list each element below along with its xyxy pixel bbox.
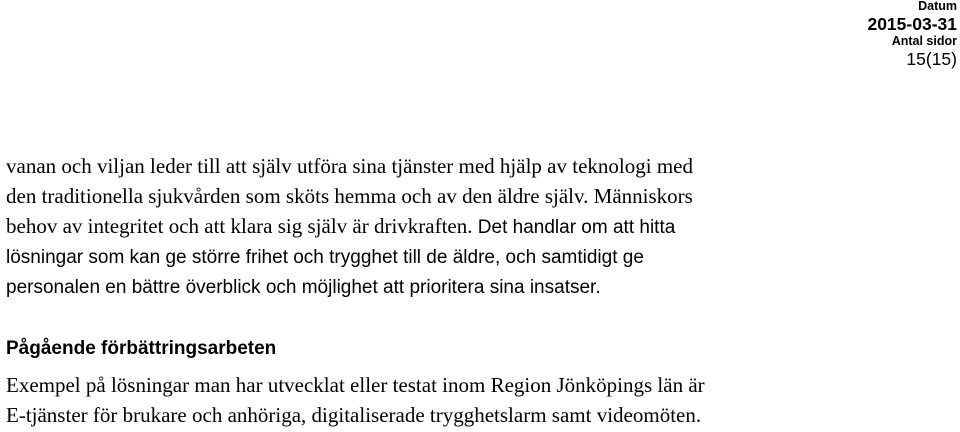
paragraph-line: Exempel på lösningar man har utvecklat eller testat inom Region Jönköpings län är — [6, 373, 705, 397]
paragraph-section — [6, 370, 956, 430]
paragraph-line-mixed — [6, 211, 956, 243]
date-value: 2015-03-31 — [867, 14, 957, 34]
date-label: Datum — [918, 0, 957, 13]
paragraph-text-sans: Det handlar om att hitta — [472, 217, 676, 238]
paragraph-intro — [6, 151, 956, 303]
paragraph-line: vanan och viljan leder till att själv utföra sina tjänster med hjälp av teknologi med — [6, 154, 693, 178]
paragraph-line: personalen en bättre överblick och möjlighet att prioritera sina insatser. — [6, 277, 601, 298]
pages-label: Antal sidor — [891, 34, 957, 48]
document-header — [867, 0, 957, 70]
paragraph-line: lösningar som kan ge större frihet och trygghet till de äldre, och samtidigt ge — [6, 247, 644, 268]
section-heading: Pågående förbättringsarbeten — [6, 338, 277, 359]
paragraph-line: den traditionella sjukvården som sköts hemma och av den äldre själv. Människors — [6, 184, 693, 208]
paragraph-line: E-tjänster för brukare och anhöriga, digitaliserade trygghetslarm samt videomöten. — [6, 403, 702, 427]
paragraph-text-serif: behov av integritet och att klara sig själv är drivkraften. — [6, 214, 473, 238]
pages-value: 15(15) — [906, 49, 957, 69]
